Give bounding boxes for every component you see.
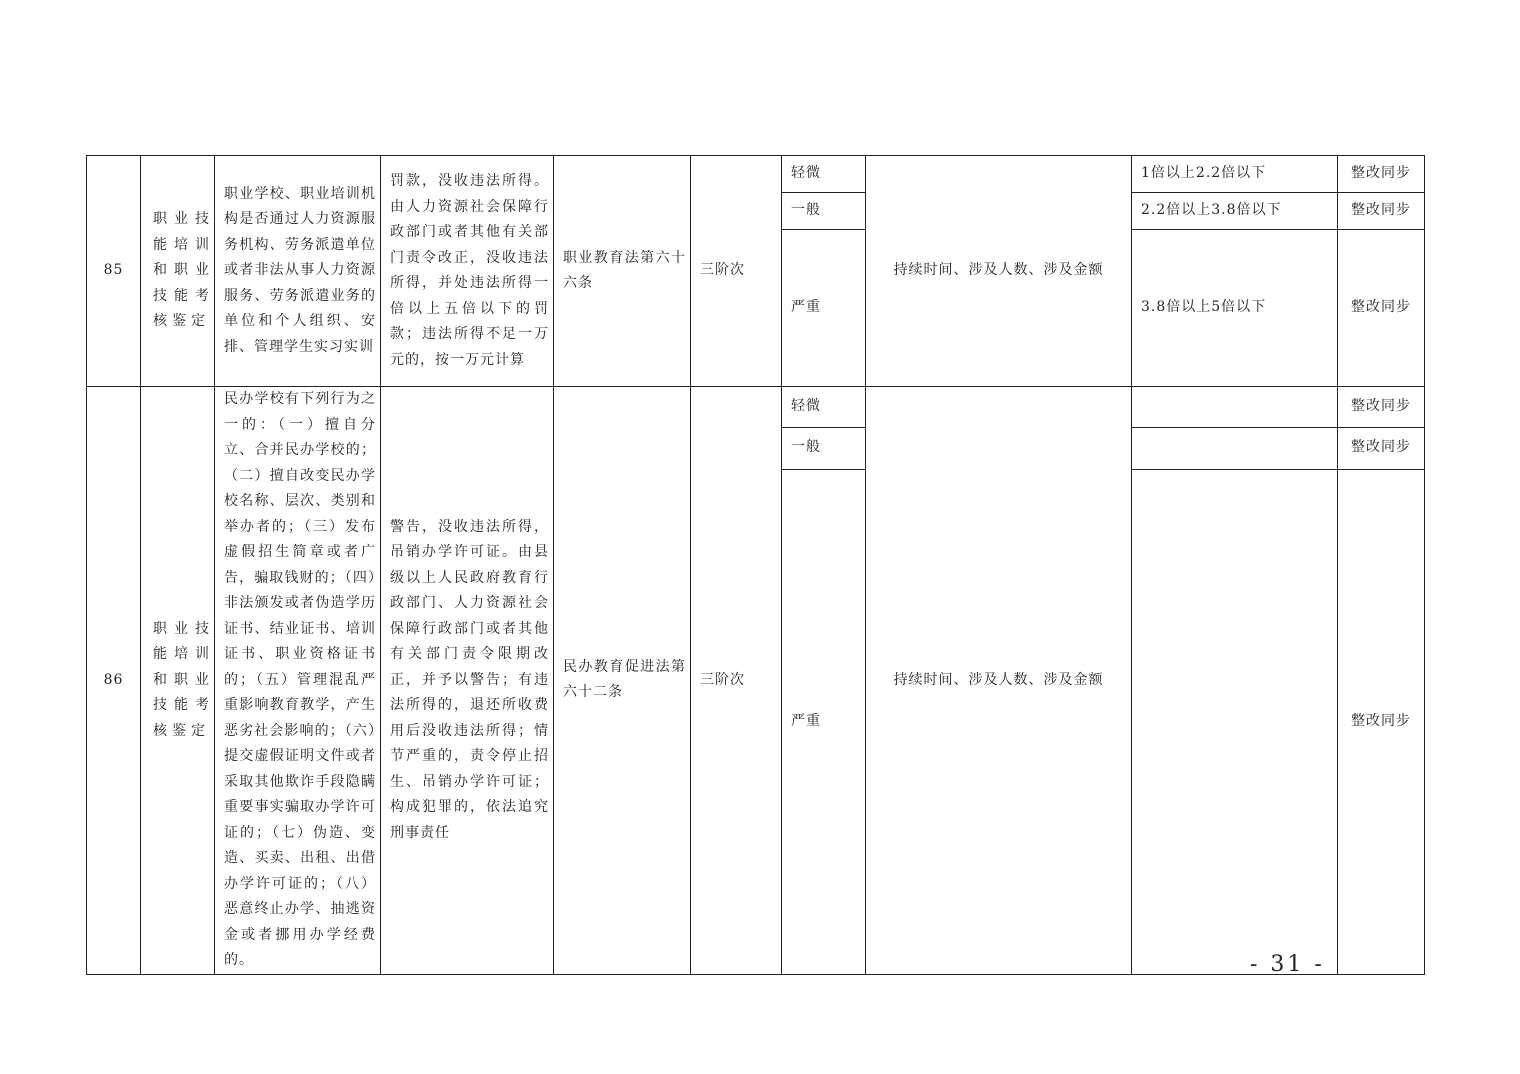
factors-cell: 持续时间、涉及人数、涉及金额 [866,156,1132,387]
range-cell: 1倍以上2.2倍以下 [1132,156,1338,193]
violation-cell: 职业学校、职业培训机构是否通过人力资源服务机构、劳务派遣单位或者非法从事人力资源服务、劳务派遣业务的单位和个人组织、安排、管理学生实习实训 [215,156,381,387]
stage-cell: 三阶次 [691,156,782,387]
rectify-cell: 整改同步 [1338,156,1425,193]
level-cell: 一般 [782,193,866,230]
level-cell: 严重 [782,469,866,974]
category-cell: 职业技能培训和职业技能考核鉴定 [141,387,215,975]
table-row [87,387,1425,428]
rectify-cell: 整改同步 [1338,387,1425,428]
range-cell [1132,387,1338,428]
row-number: 86 [87,387,141,975]
level-cell: 严重 [782,230,866,387]
rectify-cell: 整改同步 [1338,193,1425,230]
row-number: 85 [87,156,141,387]
penalty-cell: 警告，没收违法所得，吊销办学许可证。由县级以上人民政府教育行政部门、人力资源社会保障行政部门或者其他有关部门责令限期改正，并予以警告；有违法所得的，退还所收费用后没收违法所得；情节严重的，责令停止招生、吊销办学许可证；构成犯罪的，依法追究刑事责任 [381,387,554,975]
legal-basis-cell: 职业教育法第六十六条 [554,156,691,387]
range-cell: 3.8倍以上5倍以下 [1132,230,1338,387]
rectify-cell: 整改同步 [1338,469,1425,974]
penalty-standards-table [86,155,1425,975]
range-cell [1132,427,1338,469]
stage-cell: 三阶次 [691,387,782,975]
violation-cell: 民办学校有下列行为之一的：（一）擅自分立、合并民办学校的；（二）擅自改变民办学校名称、层次、类别和举办者的；（三）发布虚假招生简章或者广告，骗取钱财的；（四）非法颁发或者伪造学历证书、结业证书、培训证书、职业资格证书的；（五）管理混乱严重影响教育教学，产生恶劣社会影响的；（六）提交虚假证明文件或者采取其他欺诈手段隐瞒重要事实骗取办学许可证的；（七）伪造、变造、买卖、出租、出借办学许可证的；（八）恶意终止办学、抽逃资金或者挪用办学经费的。 [215,387,381,975]
range-cell [1132,469,1338,974]
rectify-cell: 整改同步 [1338,230,1425,387]
level-cell: 轻微 [782,387,866,428]
penalty-cell: 罚款，没收违法所得。由人力资源社会保障行政部门或者其他有关部门责令改正，没收违法所得，并处违法所得一倍以上五倍以下的罚款；违法所得不足一万元的，按一万元计算 [381,156,554,387]
range-cell: 2.2倍以上3.8倍以下 [1132,193,1338,230]
page-number: - 31 - [1250,952,1325,977]
factors-cell: 持续时间、涉及人数、涉及金额 [866,387,1132,975]
level-cell: 轻微 [782,156,866,193]
level-cell: 一般 [782,427,866,469]
legal-basis-cell: 民办教育促进法第六十二条 [554,387,691,975]
rectify-cell: 整改同步 [1338,427,1425,469]
table-row [87,156,1425,193]
category-cell: 职业技能培训和职业技能考核鉴定 [141,156,215,387]
